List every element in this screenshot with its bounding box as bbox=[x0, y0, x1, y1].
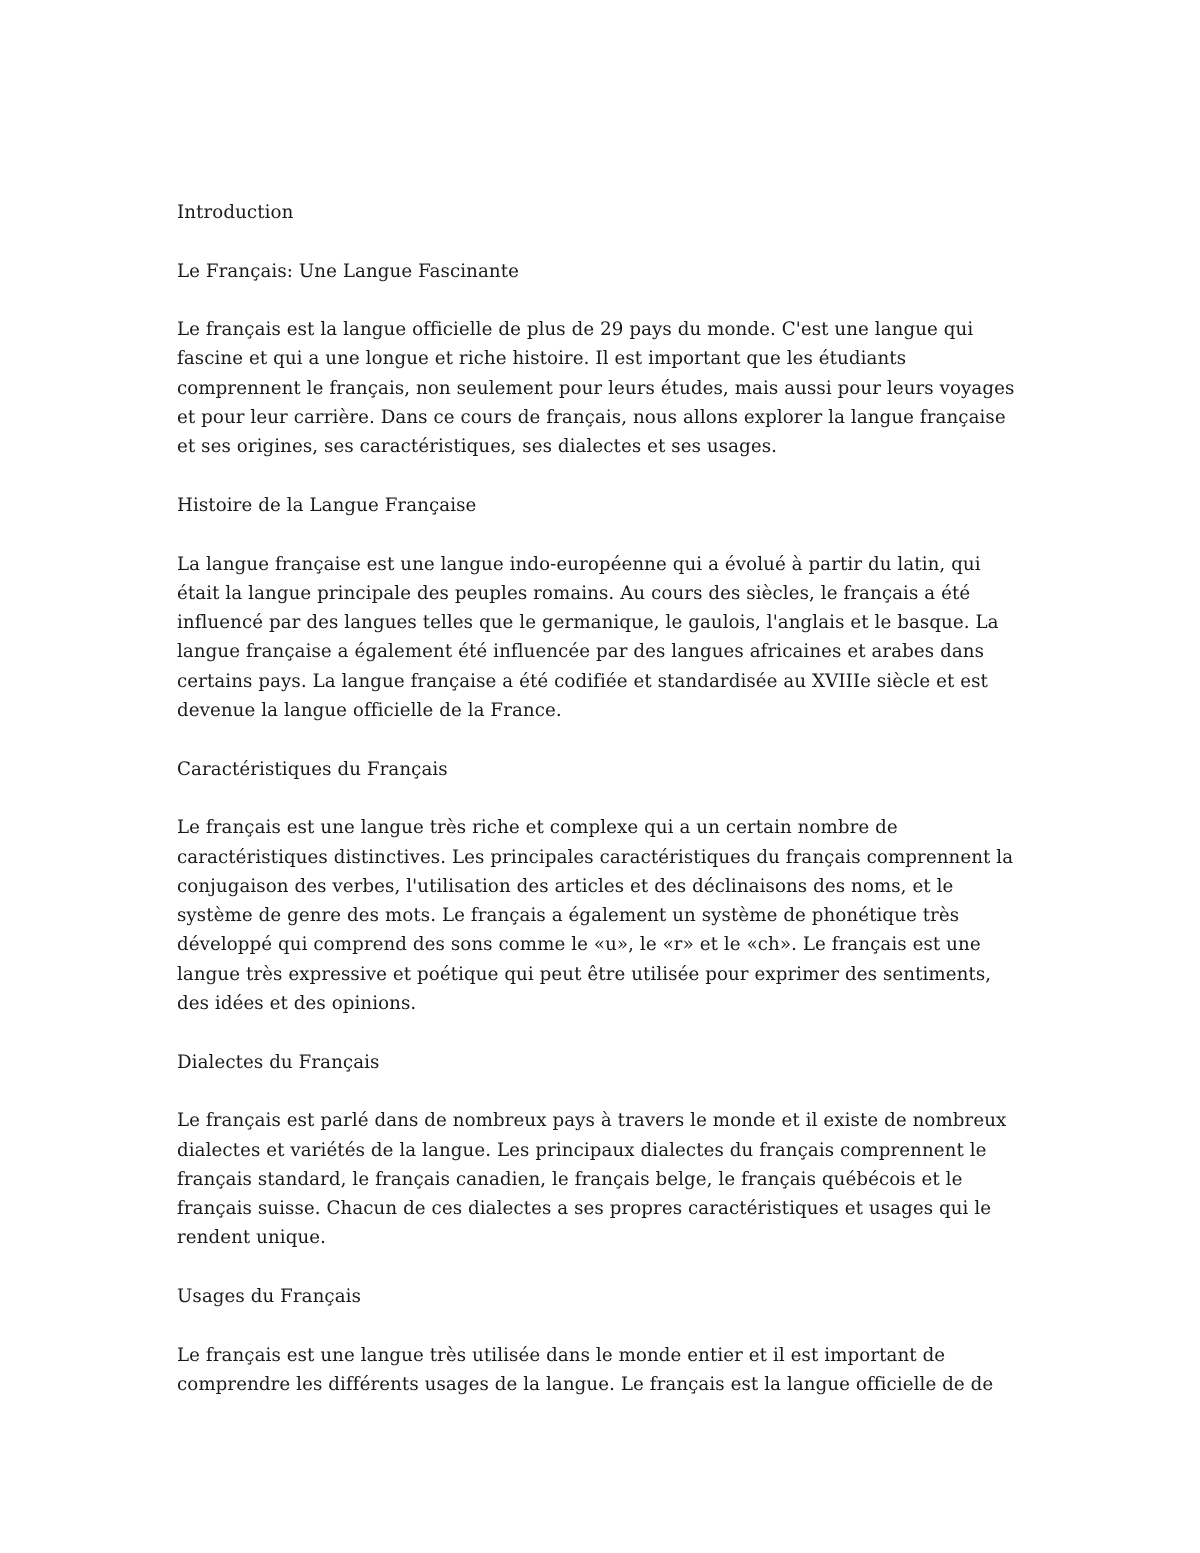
heading-caracteristiques: Caractéristiques du Français bbox=[177, 758, 448, 780]
heading-title: Le Français: Une Langue Fascinante bbox=[177, 260, 520, 282]
paragraph-dialectes: Le français est parlé dans de nombreux pays à travers le monde et il existe de nombreux dialectes et variétés de la langue. Les principaux dialectes du français comprennent le français standard, le français canadien, le français belge, le français québécois et le français suisse. Chacun de ces dialectes a ses propres caractéristiques et usages qui le rendent unique. bbox=[177, 1110, 1007, 1249]
paragraph-intro: Le français est la langue officielle de plus de 29 pays du monde. C'est une langue qui fascine et qui a une longue et riche histoire. Il est important que les étudiants comprennent le français, non seulement pour leurs études, mais aussi pour leurs voyages et pour leur carrière. Dans ce cours de français, nous allons explorer la langue française et ses origines, ses caractéristiques, ses dialectes et ses usages. bbox=[177, 319, 1015, 458]
paragraph-caracteristiques: Le français est une langue très riche et complexe qui a un certain nombre de caractéristiques distinctives. Les principales caractéristiques du français comprennent la conjugaison des verbes, l'utilisation des articles et des déclinaisons des noms, et le système de genre des mots. Le français a également un système de phonétique très développé qui comprend des sons comme le «u», le «r» et le «ch». Le français est une langue très expressive et poétique qui peut être utilisée pour exprimer des sentiments, des idées et des opinions. bbox=[177, 817, 1014, 1015]
heading-introduction: Introduction bbox=[177, 202, 294, 223]
heading-histoire: Histoire de la Langue Française bbox=[177, 494, 477, 516]
heading-dialectes: Dialectes du Français bbox=[177, 1051, 380, 1073]
document-body bbox=[177, 198, 1027, 1428]
heading-usages: Usages du Français bbox=[177, 1285, 362, 1307]
paragraph-histoire: La langue française est une langue indo-européenne qui a évolué à partir du latin, qui était la langue principale des peuples romains. Au cours des siècles, le français a été influencé par des langues telles que le germanique, le gaulois, l'anglais et le basque. La langue française a également été influencée par des langues africaines et arabes dans certains pays. La langue française a été codifiée et standardisée au XVIIIe siècle et est devenue la langue officielle de la France. bbox=[177, 553, 999, 722]
paragraph-usages: Le français est une langue très utilisée dans le monde entier et il est important de comprendre les différents usages de la langue. Le français est la langue officielle de de bbox=[177, 1344, 994, 1395]
